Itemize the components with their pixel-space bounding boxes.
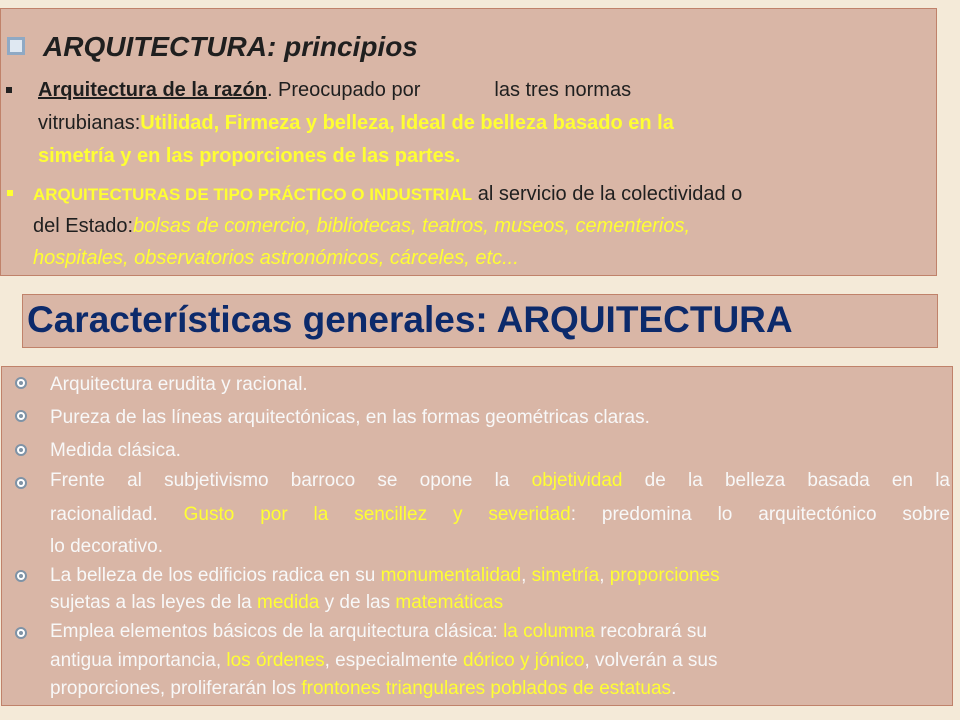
square-bullet-icon bbox=[6, 87, 12, 93]
arquitectura-razon-label: Arquitectura de la razón bbox=[38, 79, 267, 101]
square-bullet-icon bbox=[7, 190, 13, 196]
bullet2-line1: ARQUITECTURAS DE TIPO PRÁCTICO O INDUSTRIAL al servicio de la colectividad o bbox=[33, 183, 743, 205]
bullet2-line2: del Estado:bolsas de comercio, bibliotecas, teatros, museos, cementerios, bbox=[33, 215, 691, 237]
list-item-line: lo decorativo. bbox=[50, 536, 164, 557]
list-item: Arquitectura erudita y racional. bbox=[50, 374, 308, 395]
list-item-line: proporciones, proliferarán los frontones triangulares poblados de estatuas. bbox=[50, 678, 677, 699]
bullet2-line3: hospitales, observatorios astronómicos, cárceles, etc... bbox=[33, 247, 519, 269]
bullet1-line3: simetría y en las proporciones de las partes. bbox=[38, 145, 461, 167]
list-item-line: sujetas a las leyes de la medida y de las matemáticas bbox=[50, 592, 504, 613]
circle-bullet-icon bbox=[15, 444, 27, 456]
principios-heading: ARQUITECTURA: principios bbox=[7, 31, 418, 63]
bullet1-line2: vitrubianas:Utilidad, Firmeza y belleza, Ideal de belleza basado en la bbox=[38, 112, 674, 134]
circle-bullet-icon bbox=[15, 627, 27, 639]
list-item: La belleza de los edificios radica en su monumentalidad, simetría, proporciones bbox=[50, 565, 720, 586]
list-item: Pureza de las líneas arquitectónicas, en las formas geométricas claras. bbox=[50, 407, 650, 428]
principios-box bbox=[0, 8, 937, 276]
circle-bullet-icon bbox=[15, 477, 27, 489]
circle-bullet-icon bbox=[15, 377, 27, 389]
caracteristicas-box bbox=[1, 366, 953, 706]
list-item: Frente al subjetivismo barroco se opone la objetividad de la belleza basada en la bbox=[50, 470, 950, 491]
list-item-line: antigua importancia, los órdenes, especialmente dórico y jónico, volverán a sus bbox=[50, 650, 718, 671]
list-item: Medida clásica. bbox=[50, 440, 181, 461]
section-title: Características generales: ARQUITECTURA bbox=[27, 299, 793, 340]
list-item-line: racionalidad. Gusto por la sencillez y severidad: predomina lo arquitectónico sobre bbox=[50, 504, 950, 525]
bullet1-line1: Arquitectura de la razón. Preocupado por las tres normas bbox=[38, 79, 632, 101]
circle-bullet-icon bbox=[15, 570, 27, 582]
circle-bullet-icon bbox=[15, 410, 27, 422]
checkbox-bullet-icon bbox=[7, 37, 25, 55]
list-item: Emplea elementos básicos de la arquitectura clásica: la columna recobrará su bbox=[50, 621, 707, 642]
section-title-box bbox=[22, 294, 938, 348]
